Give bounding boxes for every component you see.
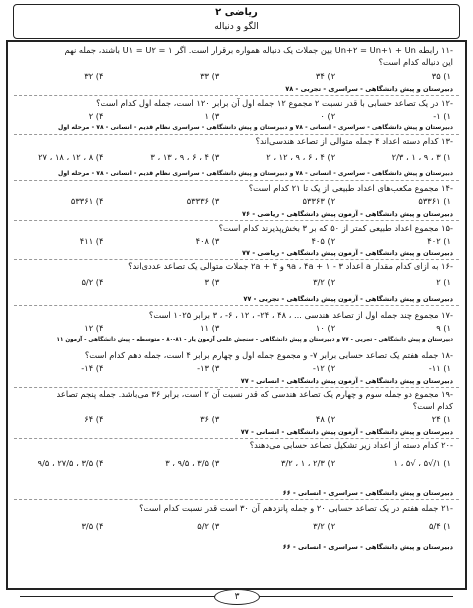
question-17-options (22, 323, 451, 335)
question-16-options (22, 277, 451, 289)
divider (14, 180, 459, 181)
question-21-source: دبیرستان و پیش دانشگاهی - سراسری - انسانی - ۶۶ (282, 543, 453, 551)
question-13-source: دبیرستان و پیش دانشگاهی - سراسری - انسانی - ۷۸ و دبیرستان و پیش دانشگاهی - سراسری نظام قدیم - انسانی - ۷۸ - مرحله اول (58, 170, 453, 177)
question-11-source: دبیرستان و پیش دانشگاهی - سراسری - تجربی - ۷۸ (285, 85, 453, 93)
question-21-options (22, 521, 451, 533)
option-3[interactable]: ۳) ۳۶ (200, 414, 220, 424)
option-2[interactable]: ۲) ۵۳۳۶۳ (302, 196, 336, 206)
question-12-options (22, 111, 451, 123)
option-1[interactable]: ۱) ۲۴ (431, 414, 451, 424)
question-16-text: -۱۶ به ازای کدام مقدار a اعداد ۳ - ۹a ، ۴a + ۱ و ۲a + ۴ جملات متوالی یک تصاعد عددی‌اند؟ (128, 261, 453, 271)
option-3[interactable]: ۳) ۱۳- (197, 363, 220, 373)
option-1[interactable]: ۱) ۵/۴ (428, 521, 451, 531)
question-17-source: دبیرستان و پیش دانشگاهی - تجربی - ۷۷ و دبیرستان و پیش دانشگاهی - سنجش علمی آزمون یار - ۸۱-۸۰ - متوسطه - پیش دانشگاهی - آزمون ۱۱ (56, 337, 453, 343)
divider (14, 134, 459, 135)
option-1[interactable]: ۱) ۱۱- (428, 363, 451, 373)
question-16-source: دبیرستان و پیش دانشگاهی - آزمون پیش دانشگاهی - تجربی - ۷۷ (243, 295, 453, 303)
question-14-text: -۱۴ مجموع مکعب‌های اعداد طبیعی از یک تا ۲۱ کدام است؟ (248, 183, 453, 193)
question-12-source: دبیرستان و پیش دانشگاهی - سراسری - انسانی - ۷۸ و دبیرستان و پیش دانشگاهی - سراسری نظام قدیم - انسانی - ۷۸ - مرحله اول (58, 124, 453, 131)
option-4[interactable]: ۴) ۱۲ (84, 323, 104, 333)
question-19-source: دبیرستان و پیش دانشگاهی - آزمون پیش دانشگاهی - انسانی - ۷۷ (240, 428, 453, 436)
question-19-options (22, 414, 451, 426)
divider (14, 438, 459, 439)
option-1[interactable]: ۱) ۹ (436, 323, 451, 333)
option-2[interactable]: ۲) ۴۰۵ (311, 236, 336, 246)
header-box (13, 4, 460, 39)
option-4[interactable]: ۴) ۱۴- (81, 363, 104, 373)
option-4[interactable]: ۴) ۲ (88, 111, 104, 121)
divider (14, 220, 459, 221)
divider (14, 387, 459, 388)
option-2[interactable]: ۲) ۱۲- (312, 363, 336, 373)
question-11-options (22, 71, 451, 83)
question-15-source: دبیرستان و پیش دانشگاهی - آزمون پیش دانشگاهی - ریاضی - ۷۷ (242, 249, 453, 257)
question-11-text2: این دنباله کدام است؟ (378, 57, 453, 67)
question-21-text: -۲۱ جمله هفتم در یک تصاعد حسابی ۲۰ و جمله پانزدهم آن ۳۰ است قدر نسبت کدام است؟ (139, 503, 453, 513)
question-19-text2: کدام است؟ (412, 401, 453, 411)
question-12-text: -۱۲ در یک تصاعد حسابی با قدر نسبت ۲ مجموع ۱۲ جمله اول آن برابر ۱۲۰ است، جمله اول کدام است؟ (96, 98, 453, 108)
option-2[interactable]: ۲) ۰ (320, 111, 336, 121)
divider (14, 95, 459, 96)
question-20-options (22, 458, 451, 470)
option-4[interactable]: ۴) ۵/۲ (81, 277, 104, 287)
divider (14, 499, 459, 500)
option-1[interactable]: ۱) ۱/√۵ ، √۵ ، ۱ (393, 458, 451, 468)
option-4[interactable]: ۴) ۳۲ (84, 71, 104, 81)
question-19-text: -۱۹ مجموع دو جمله سوم و چهارم یک تصاعد هندسی که قدر نسبت آن ۲ است، برابر ۳۶ می‌باشد. جمله پنجم تصاعد (56, 389, 453, 399)
option-2[interactable]: ۲) ۱۰ (315, 323, 336, 333)
option-3[interactable]: ۳) ۱ (204, 111, 220, 121)
option-1[interactable]: ۱) ۲ (436, 277, 451, 287)
divider (14, 259, 459, 260)
option-3[interactable]: ۳) ۴ ، ۶ ، ۹ ، ۱۳ ، ۳ (150, 152, 220, 162)
header-subtitle: الگو و دنباله (214, 22, 259, 32)
question-18-source: دبیرستان و پیش دانشگاهی - آزمون پیش دانشگاهی - انسانی - ۷۷ (240, 377, 453, 385)
option-2[interactable]: ۲) ۳/۲ (313, 277, 336, 287)
option-4[interactable]: ۴) ۸ ، ۱۲ ، ۱۸ ، ۲۷ (38, 152, 104, 162)
question-13-text: -۱۳ کدام دسته اعداد ۴ جمله متوالی از تصاعد هندسی‌اند؟ (255, 136, 453, 146)
option-2[interactable]: ۲) ۲/۳ ، ۱ ، ۳/۲ (281, 458, 336, 468)
option-4[interactable]: ۴) ۴۱۱ (79, 236, 104, 246)
question-20-text: -۲۰ کدام دسته از اعداد زیر تشکیل تصاعد حسابی می‌دهند؟ (249, 440, 453, 450)
question-13-options (22, 152, 451, 164)
option-3[interactable]: ۳) ۵۳۳۳۶ (186, 196, 220, 206)
option-3[interactable]: ۳) ۳ (204, 277, 220, 287)
question-18-text: -۱۸ جمله هفتم یک تصاعد حسابی برابر ۷- و مجموع جمله اول و چهارم برابر ۴ است، جمله دهم کدام است؟ (84, 350, 453, 360)
question-14-options (22, 196, 451, 208)
option-3[interactable]: ۳) ۴۰۸ (195, 236, 220, 246)
option-2[interactable]: ۲) ۳/۲ (313, 521, 336, 531)
option-2[interactable]: ۲) ۴ ، ۶ ، ۹ ، ۱۲ ، ۲ (266, 152, 336, 162)
page-number: ۳ (214, 589, 260, 605)
divider (14, 305, 459, 306)
question-17-text: -۱۷ مجموع چند جمله اول از تصاعد هندسی ... ، ۴۸ ، ۲۴- ، ۱۲ ، ۶- ، ۳ برابر ۱۰۲۵ است؟ (148, 310, 453, 320)
option-3[interactable]: ۳) ۳۳ (200, 71, 220, 81)
option-1[interactable]: ۱) ۳۵ (431, 71, 451, 81)
option-2[interactable]: ۲) ۳۴ (315, 71, 336, 81)
option-1[interactable]: ۱) ۳ ، ۹ ، ۱ ، ۲/۳ (391, 152, 451, 162)
option-3[interactable]: ۳) ۵/۲ (197, 521, 220, 531)
option-1[interactable]: ۱) ۴۰۲ (427, 236, 451, 246)
option-4[interactable]: ۴) ۶۴ (84, 414, 104, 424)
option-1[interactable]: ۱) ۱- (433, 111, 451, 121)
option-4[interactable]: ۴) ۳/۵ ، ۲۷/۵ ، ۹/۵ (37, 458, 104, 468)
option-4[interactable]: ۴) ۳/۵ (81, 521, 104, 531)
option-3[interactable]: ۳) ۱۱ (200, 323, 220, 333)
option-2[interactable]: ۲) ۴۸ (315, 414, 336, 424)
option-3[interactable]: ۳) ۳/۵ ، ۹/۵ ، ۳ (165, 458, 220, 468)
question-15-text: -۱۵ مجموع اعداد طبیعی کمتر از ۵۰ که بر ۳ بخش‌پذیرند کدام است؟ (218, 223, 453, 233)
question-18-options (22, 363, 451, 375)
question-11-text: -۱۱ رابطه Un+۲ = Un+۱ + Un بین جملات یک دنباله همواره برقرار است. اگر ۱ = U۱ = U۲ باشند، جمله نهم (64, 45, 453, 55)
question-14-source: دبیرستان و پیش دانشگاهی - آزمون پیش دانشگاهی - ریاضی - ۷۶ (242, 210, 453, 218)
question-15-options (22, 236, 451, 248)
question-20-source: دبیرستان و پیش دانشگاهی - سراسری - انسانی - ۶۶ (282, 489, 453, 497)
option-4[interactable]: ۴) ۵۳۳۶۱ (70, 196, 104, 206)
header-title: ریاضی ۲ (215, 7, 258, 18)
option-1[interactable]: ۱) ۵۳۳۶۱ (418, 196, 451, 206)
